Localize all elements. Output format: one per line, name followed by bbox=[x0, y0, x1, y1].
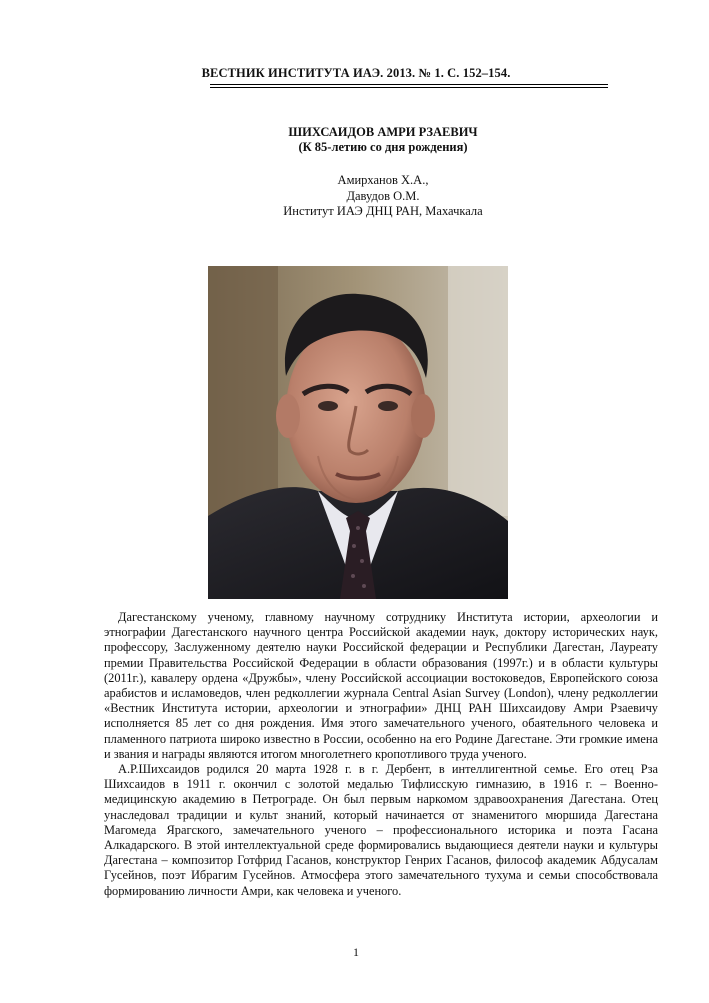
portrait-image bbox=[208, 266, 508, 599]
paragraph: Дагестанскому ученому, главному научному сотруднику Института истории, археологии и этнографии Дагестанского научного центра Российской академии наук, доктору исторических наук, профессору, Заслуженному деятелю науки Российской федерации и Республики Дагестан, Лауреату премии Правительства Российской Федерации в области образования (1997г.) и в области культуры (2011г.), кавалеру ордена «Дружбы», члену Российской ассоциации востоковедов, Европейского союза арабистов и исламоведов, член редколлегии журнала Central Asian Survey (London), члену редколлегии «Вестник Института истории, археологии и этнографии» ДНЦ РАН Шихсаидову Амри Рзаевичу исполняется 85 лет со дня рождения. Имя этого замечательного ученого, обаятельного человека и пламенного патриота широко известно в России, особенно на его Родине Дагестане. Эти громкие имена и звания и награды являются итогом многолетнего кропотливого труда ученого. bbox=[104, 610, 658, 761]
affiliation: Институт ИАЭ ДНЦ РАН, Махачкала bbox=[283, 204, 483, 218]
portrait-photo bbox=[208, 266, 508, 599]
article-body bbox=[104, 610, 658, 899]
author-name: Давудов О.М. bbox=[346, 188, 420, 203]
header-rule bbox=[210, 84, 608, 88]
paragraph: А.Р.Шихсаидов родился 20 марта 1928 г. в г. Дербент, в интеллигентной семье. Его отец Рза Шихсаидов в 1911 г. окончил с золотой медалью Тифлисскую гимназию, в 1916 г. – Военно-медицинскую академию в Петрограде. Он был первым наркомом здравоохранения Дагестана. Отец унаследовал традиции и культ знаний, который начинается от знаменитого мюршида Дагестана Магомеда Ярагского, замечательного ученого – профессионального историка и поэта Гасана Алкадарского. В этой интеллектуальной среде формировались выдающиеся деятели науки и культуры Дагестана – композитор Готфрид Гасанов, конструктор Генрих Гасанов, философ академик Абдусалам Гусейнов, поэт Ибрагим Гусейнов. Атмосфера этого замечательного тухума и семьи способствовала формированию личности Амри, как человека и ученого. bbox=[104, 762, 658, 898]
author-block bbox=[104, 173, 662, 220]
article-title: ШИХСАИДОВ АМРИ РЗАЕВИЧ bbox=[288, 125, 478, 139]
title-block bbox=[104, 125, 662, 155]
running-header: ВЕСТНИК ИНСТИТУТА ИАЭ. 2013. № 1. С. 152–154. bbox=[201, 66, 511, 80]
page-number: 1 bbox=[353, 945, 359, 959]
article-subtitle: (К 85-летию со дня рождения) bbox=[298, 140, 468, 154]
author-name: Амирханов Х.А., bbox=[337, 173, 429, 187]
